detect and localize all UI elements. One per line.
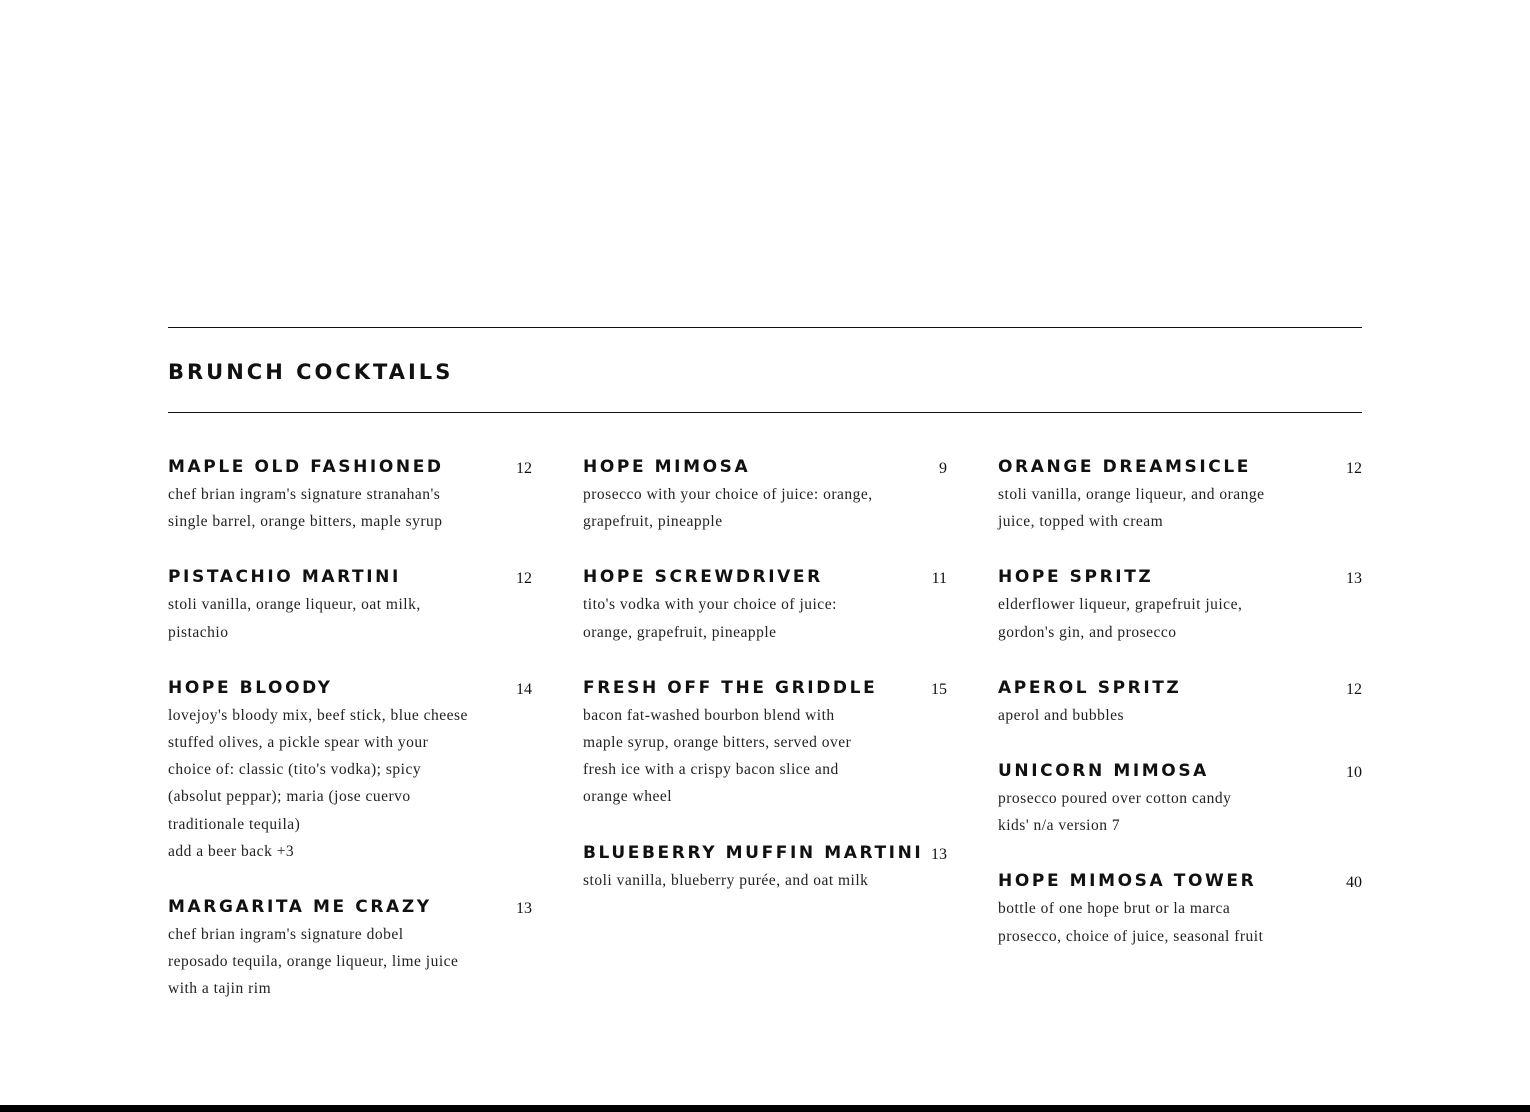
menu-item-price: 40 <box>1346 874 1362 892</box>
menu-item-description <box>168 702 488 865</box>
description-line: grapefruit, pineapple <box>583 513 723 531</box>
menu-item-name: HOPE SCREWDRIVER <box>583 567 823 588</box>
description-line: orange wheel <box>583 788 673 806</box>
menu-item-description <box>583 867 903 894</box>
menu-item-name: APEROL SPRITZ <box>998 677 1182 698</box>
menu-item <box>583 457 947 535</box>
menu-item-description <box>998 591 1318 645</box>
menu-item-description <box>998 481 1318 535</box>
bottom-divider <box>168 412 1362 413</box>
menu-item-name: FRESH OFF THE GRIDDLE <box>583 677 878 698</box>
menu-item-name: UNICORN MIMOSA <box>998 761 1209 782</box>
description-line: stoli vanilla, orange liqueur, and orange <box>998 486 1265 503</box>
menu-item-name: ORANGE DREAMSICLE <box>998 457 1251 477</box>
description-line: kids' n/a version 7 <box>998 817 1121 835</box>
description-line: stoli vanilla, blueberry purée, and oat milk <box>583 871 869 889</box>
menu-item-description <box>998 702 1318 729</box>
description-line: bottle of one hope brut or la marca <box>998 900 1231 918</box>
description-line: juice, topped with cream <box>998 513 1164 531</box>
description-line: chef brian ingram's signature dobel <box>168 926 404 944</box>
description-line: traditionale tequila) <box>168 815 301 833</box>
menu-item-description <box>583 481 903 535</box>
menu-item <box>168 457 532 535</box>
menu-item <box>998 678 1362 729</box>
menu-item <box>998 761 1362 839</box>
menu-item-name: BLUEBERRY MUFFIN MARTINI <box>583 842 924 863</box>
menu-item-name: PISTACHIO MARTINI <box>168 567 401 588</box>
menu-item <box>998 567 1362 645</box>
menu-item-price: 14 <box>516 680 532 698</box>
menu-item <box>583 678 947 811</box>
description-line: bacon fat-washed bourbon blend with <box>583 706 835 724</box>
menu-item-price: 13 <box>931 845 947 863</box>
description-line: prosecco, choice of juice, seasonal fruit <box>998 927 1264 945</box>
description-line: choice of: classic (tito's vodka); spicy <box>168 761 422 779</box>
menu-item-price: 11 <box>931 570 947 588</box>
menu-item-description <box>998 785 1318 839</box>
description-line: (absolut peppar); maria (jose cuervo <box>168 788 411 806</box>
menu-column-1 <box>168 457 532 1035</box>
description-line: add a beer back +3 <box>168 842 295 860</box>
menu-column-3 <box>998 457 1362 982</box>
description-line: gordon's gin, and prosecco <box>998 623 1177 641</box>
menu-item-name: HOPE SPRITZ <box>998 567 1154 588</box>
menu-section-brunch-cocktails <box>168 327 1362 1057</box>
footer-bar <box>0 1105 1530 1112</box>
description-line: stoli vanilla, orange liqueur, oat milk, <box>168 596 421 614</box>
description-line: single barrel, orange bitters, maple syrup <box>168 513 443 531</box>
menu-item-description <box>168 921 488 1003</box>
description-line: aperol and bubbles <box>998 706 1125 724</box>
description-line: prosecco with your choice of juice: orange, <box>583 486 873 503</box>
menu-item-name: MAPLE OLD FASHIONED <box>168 457 444 477</box>
section-header <box>168 328 1362 412</box>
description-line: pistachio <box>168 623 229 641</box>
menu-item <box>998 871 1362 949</box>
menu-item-price: 12 <box>1346 460 1362 477</box>
description-line: orange, grapefruit, pineapple <box>583 623 777 641</box>
menu-item-description <box>583 591 903 645</box>
menu-item-name: HOPE MIMOSA <box>583 457 751 477</box>
menu-item-price: 10 <box>1346 764 1362 782</box>
menu-item-price: 13 <box>1346 570 1362 588</box>
menu-item <box>583 567 947 645</box>
menu-columns <box>168 457 1362 1057</box>
description-line: lovejoy's bloody mix, beef stick, blue cheese <box>168 706 468 724</box>
menu-item-name: MARGARITA ME CRAZY <box>168 897 432 918</box>
description-line: chef brian ingram's signature stranahan's <box>168 486 441 503</box>
menu-item-description <box>168 591 488 645</box>
description-line: prosecco poured over cotton candy <box>998 790 1232 808</box>
menu-item <box>998 457 1362 535</box>
menu-column-2 <box>583 457 947 926</box>
menu-item <box>168 678 532 865</box>
description-line: reposado tequila, orange liqueur, lime juice <box>168 953 459 971</box>
menu-item-description <box>168 481 488 535</box>
menu-item-price: 12 <box>516 570 532 588</box>
description-line: fresh ice with a crispy bacon slice and <box>583 761 839 779</box>
description-line: elderflower liqueur, grapefruit juice, <box>998 596 1243 614</box>
menu-item-price: 13 <box>516 900 532 918</box>
menu-item-name: HOPE MIMOSA TOWER <box>998 871 1257 892</box>
menu-item-price: 9 <box>939 460 947 477</box>
description-line: maple syrup, orange bitters, served over <box>583 734 852 752</box>
menu-item-price: 12 <box>1346 680 1362 698</box>
menu-item-price: 12 <box>516 460 532 477</box>
section-title: BRUNCH COCKTAILS <box>168 359 454 384</box>
description-line: stuffed olives, a pickle spear with your <box>168 734 429 752</box>
menu-item-description <box>583 702 903 811</box>
menu-item <box>168 567 532 645</box>
description-line: tito's vodka with your choice of juice: <box>583 596 837 614</box>
menu-item-price: 15 <box>931 680 947 698</box>
menu-item-name: HOPE BLOODY <box>168 677 333 698</box>
description-line: with a tajin rim <box>168 980 272 998</box>
menu-item <box>583 843 947 894</box>
menu-item-description <box>998 895 1318 949</box>
menu-item <box>168 897 532 1003</box>
